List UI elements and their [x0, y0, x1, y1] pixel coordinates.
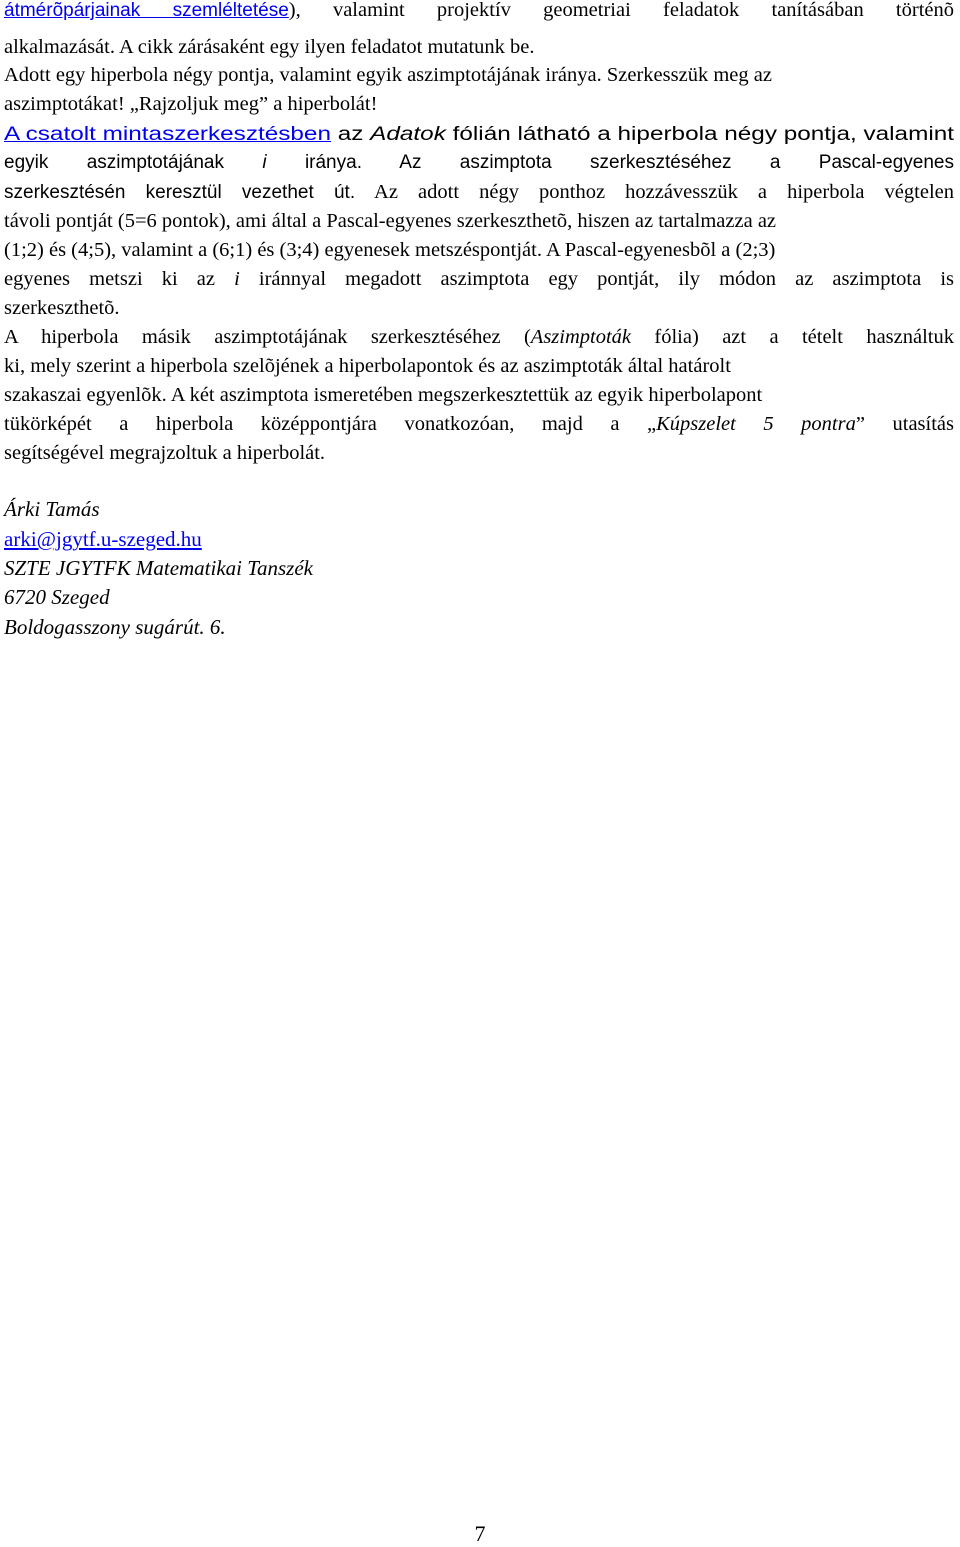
text-line	[4, 125, 954, 144]
text-segment-italic: Kúpszelet 5 pontra	[656, 413, 856, 435]
text-line	[4, 327, 954, 348]
text-segment: ki, mely szerint a hiperbola szelõjének a hiperbolapontok és az aszimptoták által határolt	[4, 355, 731, 377]
text-segment: (1;2) és (4;5), valamint a (6;1) és (3;4) egyenesek metszéspontját. A Pascal-egyenesbõl a (2;3)	[4, 239, 776, 261]
text-line	[4, 414, 954, 435]
text-segment: iránya. Az aszimptota szerkesztéséhez a Pascal-egyenes	[266, 152, 954, 173]
text-line	[4, 182, 954, 203]
text-line	[4, 65, 954, 86]
text-segment: szakaszai egyenlõk. A két aszimptota ismeretében megszerkesztettük az egyik hiperbolapont	[4, 384, 763, 406]
text-segment: aszimptotákat! „Rajzoljuk meg” a hiperbolát!	[4, 93, 378, 115]
text-line	[4, 356, 954, 377]
text-segment: szerkesztésén keresztül vezethet út.	[4, 182, 356, 203]
text-segment: ), valamint projektív geometriai feladatok tanításában történõ	[288, 0, 954, 21]
text-line	[4, 443, 954, 464]
text-segment: A hiperbola másik aszimptotájának szerkesztéséhez (	[4, 326, 531, 348]
text-line	[4, 37, 954, 58]
text-segment: egyik aszimptotájának	[4, 152, 263, 173]
text-segment-italic: Adatok	[370, 124, 446, 145]
text-line	[4, 153, 954, 172]
text-segment: segítségével megrajzoltuk a hiperbolát.	[4, 442, 326, 464]
author-city: 6720 Szeged	[4, 585, 110, 609]
text-segment-italic: i	[262, 152, 267, 173]
text-segment: távoli pontját (5=6 pontok), ami által a Pascal-egyenes szerkeszthetõ, hiszen az tartalmazza az	[4, 210, 777, 232]
text-line	[4, 385, 954, 406]
author-email	[4, 529, 954, 550]
text-segment: fólián látható a hiperbola négy pontja, valamint	[445, 124, 954, 145]
text-line	[4, 94, 954, 115]
author-street: Boldogasszony sugárút. 6.	[4, 615, 226, 639]
text-segment: egyenes metszi ki az	[4, 268, 235, 290]
text-line	[4, 298, 954, 319]
link-diameter-pairs[interactable]: átmérõpárjainak szemléltetése	[4, 0, 289, 21]
page-number: 7	[474, 1521, 486, 1546]
text-segment: Adott egy hiperbola négy pontja, valamint egyik aszimptotájának iránya. Szerkesszük meg az	[4, 64, 772, 86]
text-segment: alkalmazását. A cikk zárásaként egy ilyen feladatot mutatunk be.	[4, 36, 535, 58]
text-segment: Az adott négy ponthoz hozzávesszük a hiperbola végtelen	[355, 181, 954, 203]
text-line	[4, 0, 954, 21]
text-segment: iránnyal megadott aszimptota egy pontját, ily módon az aszimptota is	[239, 268, 954, 290]
text-segment: fólia) azt a tételt használtuk	[631, 326, 954, 348]
text-line	[4, 240, 954, 261]
author-department: SZTE JGYTFK Matematikai Tanszék	[4, 556, 313, 580]
text-segment: ” utasítás	[855, 413, 954, 435]
text-segment-italic: Aszimptoták	[530, 326, 632, 348]
text-segment: szerkeszthetõ.	[4, 297, 120, 319]
link-sample-construction[interactable]: A csatolt mintaszerkesztésben	[4, 124, 331, 145]
text-line	[4, 211, 954, 232]
text-segment: az	[330, 124, 371, 145]
email-link[interactable]: arki@jgytf.u-szeged.hu	[4, 527, 202, 551]
text-segment-italic: i	[234, 268, 240, 290]
text-segment: tükörképét a hiperbola középpontjára vonatkozóan, majd a „	[4, 413, 657, 435]
text-line	[4, 269, 954, 290]
author-name: Árki Tamás	[4, 497, 100, 521]
